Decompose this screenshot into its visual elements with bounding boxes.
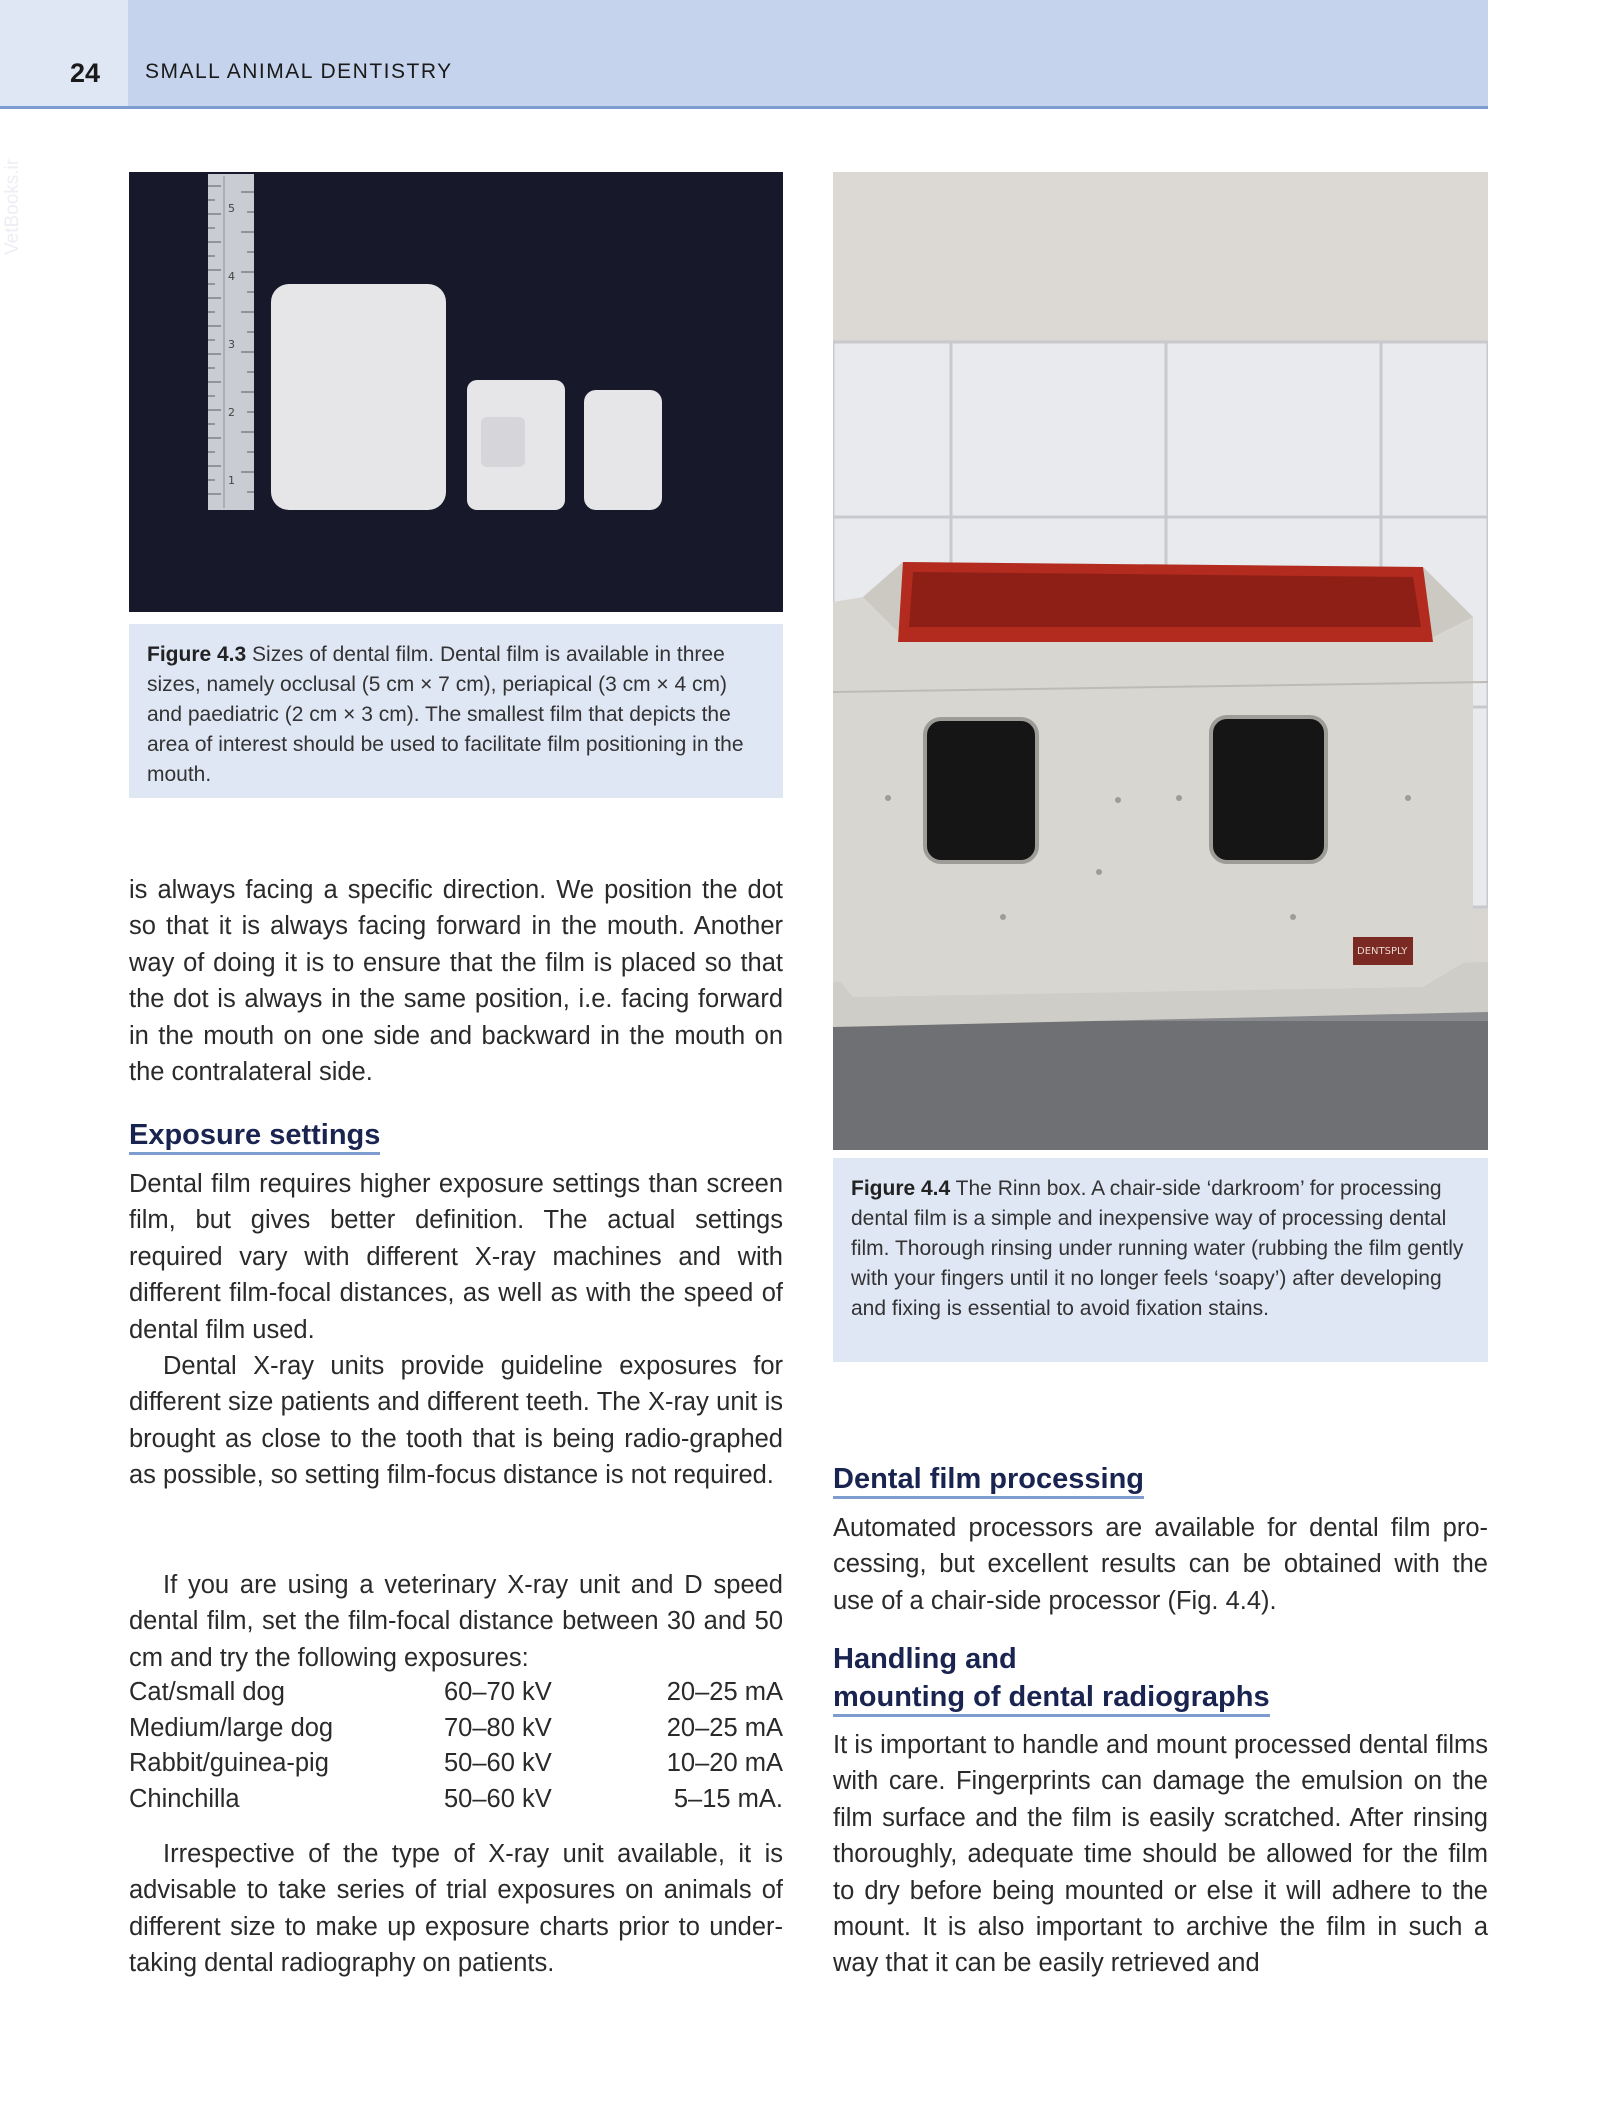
exposure-paragraph-4: Irrespective of the type of X-ray unit available, it is advisable to take series of trial exposures on animals of different size to make up exposure charts prior to under-taking dental radiography on patients. [129,1840,783,1978]
figure-4-3-illustration [129,172,783,612]
ma-cell: 10–20 mA [666,1749,783,1777]
table-row [129,1782,783,1818]
figure-4-4-caption [833,1158,1488,1362]
animal-cell: Chinchilla [129,1784,240,1813]
figure-4-4-photo [833,172,1488,1150]
processing-paragraph: Automated processors are available for dental film pro-cessing, but excellent results can be obtained with the use of a chair-side processor (Fig. 4.4). [833,1514,1488,1615]
right-viewing-window [1211,717,1326,862]
kv-cell: 50–60 kV [444,1784,552,1813]
dental-film-processing-heading: Dental film processing [833,1460,1144,1498]
figure-label: Figure 4.3 [147,643,247,666]
caption-text: The Rinn box. A chair-side ‘darkroom’ for processing dental film is a simple and inexpensive way of processing dental film. Thorough rinsing under running water (rubbing the film gently with your fingers until it no longer feels ‘soapy’) after developing and fixing is essential to avoid fixation stains. [851,1177,1464,1320]
exposure-table [129,1675,783,1817]
handling-heading: Handling and mounting of dental radiographs [833,1640,1270,1716]
caption-text: Sizes of dental film. Dental film is available in three sizes, namely occlusal (5 cm × 7 cm), periapical (3 cm × 4 cm) and paediatric (2 cm × 3 cm). The smallest film that depicts the area of interest should be used to facilitate film positioning in the mouth. [147,643,744,786]
figure-label: Figure 4.4 [851,1177,951,1200]
handling-paragraph: It is important to handle and mount processed dental films with care. Fingerprints can damage the emulsion on the film surface and the film is easily scratched. After rinsing thoroughly, adequate time should be allowed for the film to dry before being mounted or else it will adhere to the mount. It is also important to archive the film in such a way that it can be easily retrieved and [833,1731,1488,1978]
brand-text: DENTSPLY [1357,946,1408,957]
ruler-mark: 1 [228,474,235,487]
ruler-mark: 3 [228,338,235,351]
exposure-paragraph-1: Dental film requires higher exposure settings than screen film, but gives better definition. The actual settings required vary with different X-ray machines and with different film-focal distances, as well as with the speed of dental film used. [129,1170,783,1344]
ma-cell: 20–25 mA [666,1678,783,1706]
ruler-mark: 5 [228,202,235,215]
left-viewing-window [925,719,1037,862]
kv-cell: 60–70 kV [444,1678,552,1706]
table-row [129,1711,783,1747]
exposure-settings-heading: Exposure settings [129,1116,380,1154]
animal-cell: Medium/large dog [129,1713,334,1742]
kv-cell: 70–80 kV [444,1713,552,1742]
watermark: VetBooks.ir [2,158,23,255]
exposure-paragraph-2: Dental X-ray units provide guideline exposures for different size patients and different teeth. The X-ray unit is brought as close to the tooth that is being radio-graphed as possible, so setting film-focus distance is not required. [129,1352,783,1490]
occlusal-film [271,284,446,510]
header-band [0,0,1488,109]
page-number-box [0,0,128,106]
figure-4-3-photo [129,172,783,612]
kv-cell: 50–60 kV [444,1749,552,1777]
animal-cell: Rabbit/guinea-pig [129,1749,329,1777]
running-title: SMALL ANIMAL DENTISTRY [145,60,453,83]
table-row [129,1675,783,1711]
table-row [129,1746,783,1782]
ruler-mark: 2 [228,406,235,419]
ma-cell: 20–25 mA [666,1713,783,1742]
paediatric-film [584,390,662,510]
counter [833,1007,1488,1150]
exposure-paragraph-3: If you are using a veterinary X-ray unit and D speed dental film, set the film-focal distance between 30 and 50 cm and try the following exposures: [129,1571,783,1672]
ma-cell: 5–15 mA. [673,1784,783,1813]
page-number: 24 [70,58,101,88]
ruler [208,174,254,510]
rinn-box-illustration [833,172,1488,1150]
animal-cell: Cat/small dog [129,1678,285,1706]
ruler-mark: 4 [228,270,235,283]
figure-4-3-caption [129,624,783,798]
continuation-paragraph: is always facing a specific direction. We position the dot so that it is always facing forward in the mouth. Another way of doing it is to ensure that the film is placed so that the dot is always in the same position, i.e. facing forward in the mouth on one side and backward in the mouth on the contralateral side. [129,876,783,1087]
